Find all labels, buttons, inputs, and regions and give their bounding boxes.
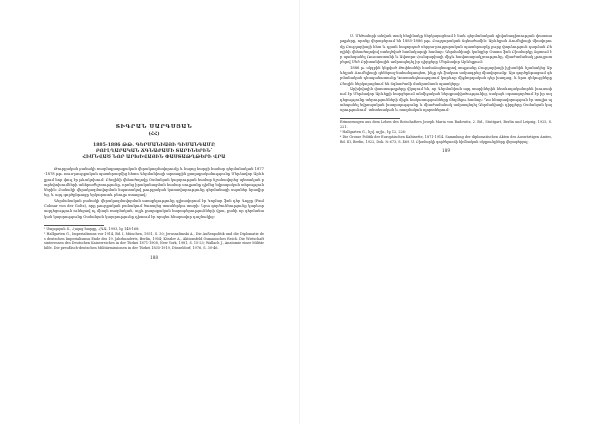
footnote: ² Hallgarten G., Imperialismus vor 1914, Bd. I, München, 1951, S. 30; Jerussalimski A., Die Außenpolitik und die Diplomatie des deutschen Imperialismus Ende des 19. Jahrhunderts, Berlin, 1954; Kössler A., Aktionsfeld Osmanisches Reich. Die Wirtschaftsinteressen des Deutschen Kaiserreiches in der Türkei 1871-1908, New York, 1981, S. 15-23; Wallach J., Anatomie einer Militärhilfe. Die preußisch-deutschen Militärmissionen in der Türkei 1835-1919, Düsseldorf, 1976, S. 30-46. xyxy=(44,231,264,251)
right-page xyxy=(300,0,600,424)
article-title-line: ԲՈՒԼՂԱՐԱԿԱՆ ՃԳՆԱԺԱՄԻ ՏԱՐԻՆԵՐԻՆ՝ xyxy=(95,149,213,154)
right-column xyxy=(340,0,552,153)
page-number-right: 189 xyxy=(442,148,450,154)
article-title-line: ՀԻՄՆՎԱԾ ՆՈՐ ԱՐԽԻՎԱՅԻՆ ՓԱՍՏԱԹՂԹԵՐԻ ՎՐԱ xyxy=(82,155,226,160)
footnote: ³ Hallgarten G., նշվ. աշխ., էջ 12, 226։ xyxy=(340,130,406,135)
page-number-left: 188 xyxy=(150,254,158,260)
author-affiliation: (ՀՀ) xyxy=(148,132,160,137)
paragraph: Թուրքական բանակի ռազմաքաղաքական վերակազմավորումը և հայոց հարցի համար գերմանական 1877-1878 թթ. ռուս-թուրքական պատերազմից հետո Գերմանիայի արտաքին քաղաքականությունը Մերձավոր Արևելքում նոր փուլ էր թևակոխում։ Բեռլինի վեհաժողովը Օսմանյան կայսրության համար նշանավորեց պետական բարեփոխումների անհրաժեշտությունը, որոնց իրականացման համար սուլթանը դիմեց եվրոպական տերություններին։ Բանակի վերակազմավորման նպատակով թուրքական կառավարությունը գերմանացի սպաներ հրավիրեց, և այդ գործընթացը երկարատև բնույթ ստացավ։ xyxy=(44,167,264,198)
article-header xyxy=(44,124,264,161)
article-title-line: 1885-1886 ԹԹ. ԳԵՐՄԱՆԻԱՅԻ ԴԻՄԱՆԳԱՄԸ xyxy=(93,143,215,148)
paragraph: Գերմանական բանակի վերակազմավորման առաքելությունը գլխավորում էր Կոլմար ֆոն դեր Գոլցը (Paul Colmar von der Goltz), որը թուրքական բանակում ծառայեց տասներկու տարի։ Նրա գործունեությունը կարևոր ազդեցություն ունեցավ ոչ միայն ռազմական, այլև քաղաքական հարաբերությունների վրա, քանի որ գերմանական կայսրությունը Օսմանյան կայսրությունը դիտում էր որպես հնարավոր դաշնակից։ xyxy=(44,198,264,219)
left-footnotes xyxy=(44,225,264,251)
paragraph: Ս. Մեծամորի անվան տակ հեղինակը ներկայացնում է նաև գերմանական դիվանագիտության փաստաթղթերը, որոնք վերաբերում են 1885-1886 թթ. Բուլղարական ճգնաժամին։ Արևելյան Ռումելիայի միավորումը Բուլղարիայի հետ և դրան հաջորդած սերբա-բուլղարական պատերազմը լուրջ փորձություն դարձան Բեռլինի վեհաժողովով ստեղծված համակարգի համար։ Գերմանիայի կանցլեր Օտտո ֆոն Բիսմարկը ձգտում էր պահպանել Ռուսաստանի և Ավստրո-Հունգարիայի միջև հավասարակշռությունը, միաժամանակ չթույլատրելով Մեծ Բրիտանիային ամրապնդել իր դիրքերը Մերձավոր Արևելքում։ xyxy=(340,34,552,65)
paragraph: 1886 թ. սկզբին կնքված Թոփհանեի համաձայնագրով սուլթանը Բուլղարիայի իշխանին նշանակեց Արևելյան Ռումելիայի գեներալ-նահանգապետ, ինչը դե ֆակտո ամրագրեց միավորումը։ Այս գործընթացում գերմանական դեսպանատունը Կոստանդնուպոլսում կարևոր միջնորդական դեր խաղաց, և նրա զեկույցները Բեռլին ներկայացնում են ճգնաժամի մանրամասն պատկերը։ xyxy=(340,65,552,86)
left-body-text xyxy=(44,167,264,220)
author-name: ՏԻԳՐԱՆ ՍԱՐԳՍՅԱՆ xyxy=(115,124,193,130)
footnote: ¹ Սարգսյան Տ., Հայոց հարցը, ՀԳԱ, 1993, էջ 148-168։ xyxy=(44,226,140,231)
right-footnotes xyxy=(340,118,552,144)
footnote: Erinnerungen aus dem Leben des Botschafters Joseph Maria von Radowitz, 2. Bd., Stuttgart, Berlin und Leipzig, 1925, S. 221. xyxy=(340,120,552,130)
article-title xyxy=(44,143,264,161)
paragraph: Արխիվային փաստաթղթերը վկայում են, որ Գերմանիան այդ տարիներին հետևողականորեն խուսափում էր Մերձավոր Արևելքի հարցերում անմիջական ներգրավվածությունից, սակայն օգտագործում էր իր ազդեցությունը տերությունների միջև հակասությունները մեղմելու համար։ Դա հնարավորություն էր տալիս պահպանել եվրոպական խաղաղությունը և միաժամանակ ամրապնդել Գերմանիայի դիրքերը Օսմանյան կայսրությունում՝ տնտեսական և ռազմական ոլորտներում։ xyxy=(340,86,552,113)
footnote: ⁴ Die Grosse Politik der Europäischen Kabinette, 1871-1914. Sammlung der diplomatischen Akten des Auswärtigen Amtes, Bd. III, Berlin, 1922, Dok. № 673, S. 469. Ս. Բիսմարկի գործելաոճի հիմնական սկզբունքները վերաբերյալ։ xyxy=(340,134,552,144)
